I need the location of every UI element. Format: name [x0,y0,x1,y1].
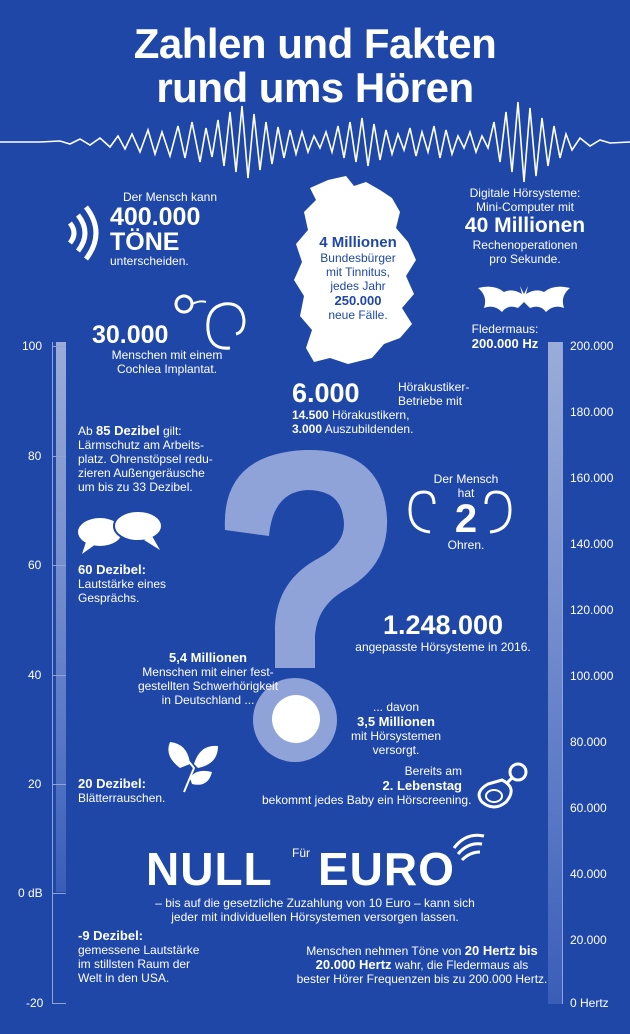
laermschutz-post: gilt: [162,424,182,438]
db-tickmark [52,346,66,347]
baby-num: 2. Lebenstag [382,778,462,793]
hoerakustiker-line-2: Betriebe mit [398,394,463,408]
nulleuro-line-2: jeder mit individuellen Hörsystemen versorgen lassen. [171,910,459,924]
fact-schwerhoerig [128,650,288,707]
db-scale-bar [56,342,66,892]
hoerakustiker-n2: 14.500 [292,408,329,422]
hoerakustiker-line-1: Hörakustiker- [398,380,470,394]
fact-fledermaus [440,322,570,351]
davon-line-2: mit Hörsystemen versorgt. [350,729,442,757]
hz-tick-180000: 180.000 [570,405,614,419]
title-line-2: rund ums Hören [156,64,474,111]
title-line-1: Zahlen und Fakten [133,20,497,67]
fact-tinnitus [288,234,428,322]
hz-tick-100000: 100.000 [570,669,614,683]
ohren-line-2: hat [457,486,475,500]
tinnitus-line-2: mit Tinnitus, [325,265,391,279]
laermschutz-line-3: platz. Ohrenstöpsel redu- [78,452,213,466]
hoerakustiker-line-3: Hörakustikern, [332,408,410,422]
hertz-n2: 20.000 Hertz [315,957,392,972]
db-tickmark [52,565,66,566]
fact-davon [326,700,466,757]
blaetter-line-1: Blätterrauschen. [78,791,166,805]
ohren-line-1: Der Mensch [433,472,499,486]
laermschutz-line-2: Lärmschutz am Arbeits- [78,438,205,452]
gespraech-line-2: Gesprächs. [78,591,140,605]
gespraech-line-1: Lautstärke eines [78,577,167,591]
hoersysteme-line-1: Digitale Hörsysteme: [469,186,581,200]
db-tick-100: 100 [22,339,43,353]
fact-blaetter [78,776,218,805]
db-tickmark [52,893,66,894]
db-tickmark [52,784,66,785]
stillster-line-1: gemessene Lautstärke [78,943,200,957]
hz-scale-bar [548,342,562,1004]
db-tick-20: 20 [28,777,42,791]
db-tickmark [52,675,66,676]
cochlea-line-2: Cochlea Implantat. [116,362,218,376]
schwerhoerig-line-3: in Deutschland ... [161,693,255,707]
db-tick-80: 80 [28,449,42,463]
hz-tick-120000: 120.000 [570,603,614,617]
toene-number: 400.000 [110,203,201,231]
db-scale-axis [52,342,53,1004]
gespraech-num: 60 Dezibel: [78,562,146,577]
hertz-n1: 20 Hertz bis [464,943,538,958]
right-ear-icon [484,488,514,534]
db-tickmark [52,1003,66,1004]
ohren-number: 2 [454,497,478,541]
fact-hoerakustiker [292,378,482,436]
hertz-line-1a: Menschen nehmen Töne von [306,944,462,958]
blaetter-num: 20 Dezibel: [78,776,146,791]
davon-number: 3,5 Millionen [356,714,435,729]
pacifier-icon [472,758,536,816]
hoersysteme-line-2: Mini-Computer mit [475,200,574,214]
hertz-line-3: bester Hörer Frequenzen bis zu 200.000 Hertz. [296,972,548,986]
hoersysteme-number: 40 Millionen [464,214,586,237]
tinnitus-line-4: neue Fälle. [328,308,388,322]
db-tickmark [52,456,66,457]
baby-line-1: Bereits am [404,764,462,778]
nulleuro-null: NULL [146,843,273,895]
ohren-line-3: Ohren. [447,538,485,552]
hoerakustiker-number: 6.000 [292,378,360,408]
speech-bubbles-icon [76,508,166,558]
stillster-num: -9 Dezibel: [78,928,144,943]
toene-post: unterscheiden. [110,254,189,268]
hoersysteme-line-4: pro Sekunde. [489,252,561,266]
schwerhoerig-line-2: gestellten Schwerhörigkeit [137,679,279,693]
laermschutz-line-5: um bis zu 33 Dezibel. [78,480,193,494]
db-tick-40: 40 [28,668,42,682]
hz-tick-20000: 20.000 [570,933,607,947]
laermschutz-pre: Ab [78,424,93,438]
angepasst-line-1: angepasste Hörsysteme in 2016. [355,640,531,654]
toene-word: TÖNE [110,228,180,256]
stillster-line-2: im stillsten Raum der [78,957,191,971]
nulleuro-line-1: – bis auf die gesetzliche Zuzahlung von 10 Euro – kann sich [155,896,475,910]
hoersysteme-line-3: Rechenoperationen [472,238,578,252]
fact-nulleuro [140,896,490,924]
hz-scale-axis [562,342,563,1004]
db-tick-minus20: -20 [26,996,44,1010]
toene-pre: Der Mensch kann [122,190,218,204]
fledermaus-value: 200.000 Hz [471,336,539,351]
tinnitus-number-2: 250.000 [334,293,382,308]
tinnitus-number: 4 Millionen [319,234,397,251]
bat-icon [474,282,574,320]
fact-gespraech [78,562,218,605]
fact-angepasst [348,610,538,654]
cochlea-line-1: Menschen mit einem [111,348,223,362]
hz-tick-60000: 60.000 [570,801,607,815]
angepasst-number: 1.248.000 [382,610,504,640]
tinnitus-line-1: Bundesbürger [320,251,396,265]
left-ear-icon [406,488,436,534]
schwerhoerig-line-1: Menschen mit einer fest- [142,665,274,679]
hz-tick-80000: 80.000 [570,735,607,749]
hoerakustiker-line-4: Auszubildenden. [324,422,414,436]
cochlea-number: 30.000 [92,321,169,349]
schwerhoerig-number: 5,4 Millionen [168,650,247,665]
nulleuro-euro: EURO [318,843,455,895]
fact-hertz [288,944,556,986]
hz-tick-160000: 160.000 [570,471,614,485]
tinnitus-line-3: jedes Jahr [330,279,386,293]
fact-cochlea [92,322,252,376]
baby-line-2: bekommt jedes Baby ein Hörscreening. [262,793,472,807]
fact-toene [110,190,250,268]
hoerakustiker-n3: 3.000 [292,422,323,436]
fledermaus-label: Fledermaus: [471,322,539,336]
db-tick-60: 60 [28,558,42,572]
db-tick-0: 0 dB [18,886,43,900]
fact-stillster [78,928,228,985]
signal-arc-icon [448,826,494,866]
davon-line-1: ... davon [372,700,420,714]
nulleuro-fuer: Für [292,846,310,860]
laermschutz-num: 85 Dezibel [96,423,160,438]
sound-waves-icon [62,205,102,261]
hz-tick-140000: 140.000 [570,537,614,551]
fact-baby [262,764,472,807]
hz-tick-40000: 40.000 [570,867,607,881]
fact-hoersysteme [440,186,610,266]
stillster-line-3: Welt in den USA. [78,971,170,985]
laermschutz-line-4: zieren Außengeräusche [78,466,205,480]
hertz-line-2: wahr, die Fledermaus als [394,958,529,972]
hz-tick-0: 0 Hertz [570,996,609,1010]
hz-tick-200000: 200.000 [570,339,614,353]
